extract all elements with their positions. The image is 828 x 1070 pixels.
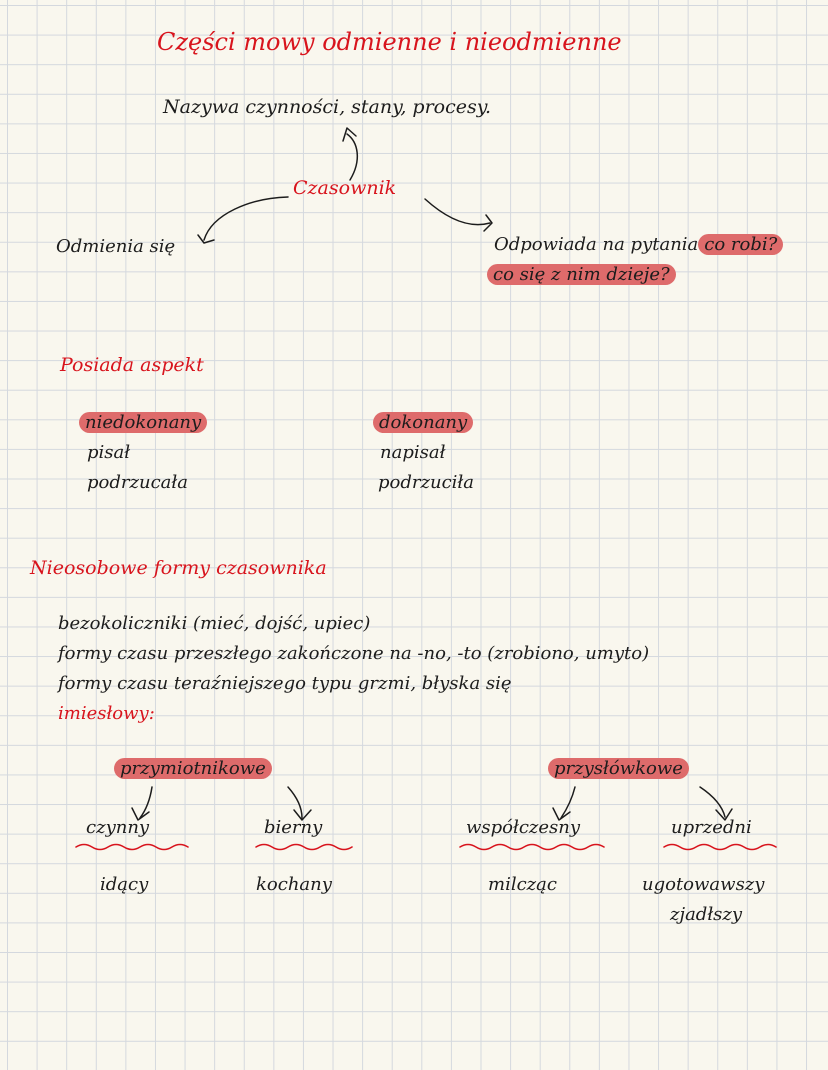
arrow-head-right — [484, 215, 492, 231]
participles-adverbial — [548, 758, 689, 779]
aspect-imperfective-example: pisał — [87, 442, 131, 463]
impersonal-line: formy czasu przeszłego zakończone na -no, -to (zrobiono, umyto) — [58, 643, 650, 664]
participle-active-example: idący — [100, 874, 149, 895]
impersonal-heading: Nieosobowe formy czasownika — [30, 557, 327, 579]
aspect-perfective-highlight: dokonany — [373, 412, 473, 433]
participle-passive-label: bierny — [264, 817, 323, 838]
participle-active-label: czynny — [86, 817, 150, 838]
mindmap-highlight-co-robi: co robi? — [698, 234, 783, 255]
aspect-imperfective-highlight: niedokonany — [79, 412, 207, 433]
participle-passive-example: kochany — [256, 874, 332, 895]
participle-contemporary-label: współczesny — [466, 817, 581, 838]
participle-anterior-label: uprzedni — [671, 817, 752, 838]
arrow-to-czynny — [140, 787, 152, 818]
aspect-perfective-example: napisał — [380, 442, 446, 463]
impersonal-line: bezokoliczniki (mieć, dojść, upiec) — [58, 613, 371, 634]
arrow-to-right — [425, 199, 490, 225]
participles-adjectival — [114, 758, 272, 779]
participles-label: imiesłowy: — [58, 703, 155, 724]
arrow-to-left — [204, 197, 288, 240]
mindmap-top-text: Nazywa czynności, stany, procesy. — [163, 96, 491, 118]
participle-anterior-example: zjadłszy — [670, 904, 743, 925]
page-title: Części mowy odmienne i nieodmienne — [157, 28, 622, 56]
mindmap-right-label: Odpowiada na pytania — [494, 234, 699, 255]
wavy-underline-uprzedni — [664, 845, 776, 850]
arrow-to-top — [347, 134, 357, 180]
arrow-to-bierny — [288, 787, 302, 818]
mindmap-left-text: Odmienia się — [56, 236, 176, 257]
wavy-underline-czynny — [76, 845, 188, 850]
arrow-to-wspolczesny — [561, 787, 575, 818]
participle-anterior-example: ugotowawszy — [642, 874, 765, 895]
mindmap-right-text — [494, 234, 783, 255]
mindmap-center: Czasownik — [293, 177, 397, 199]
aspect-perfective-example: podrzuciła — [378, 472, 474, 493]
wavy-underline-wspolczesny — [460, 845, 604, 850]
arrow-head-top — [343, 128, 356, 141]
participles-adverbial-highlight: przysłówkowe — [548, 758, 689, 779]
aspect-perfective-label — [373, 412, 473, 433]
arrow-to-uprzedni — [700, 787, 725, 817]
mindmap-highlight-co-sie-dzieje: co się z nim dzieje? — [487, 264, 676, 285]
participles-adjectival-highlight: przymiotnikowe — [114, 758, 272, 779]
aspect-imperfective-example: podrzucała — [87, 472, 188, 493]
wavy-underline-bierny — [256, 845, 352, 850]
aspect-imperfective-label — [79, 412, 207, 433]
aspect-heading: Posiada aspekt — [60, 354, 204, 376]
impersonal-line: formy czasu teraźniejszego typu grzmi, błyska się — [58, 673, 512, 694]
arrow-head-left — [198, 235, 214, 243]
participle-contemporary-example: milcząc — [488, 874, 557, 895]
mindmap-right-line2 — [487, 264, 676, 285]
